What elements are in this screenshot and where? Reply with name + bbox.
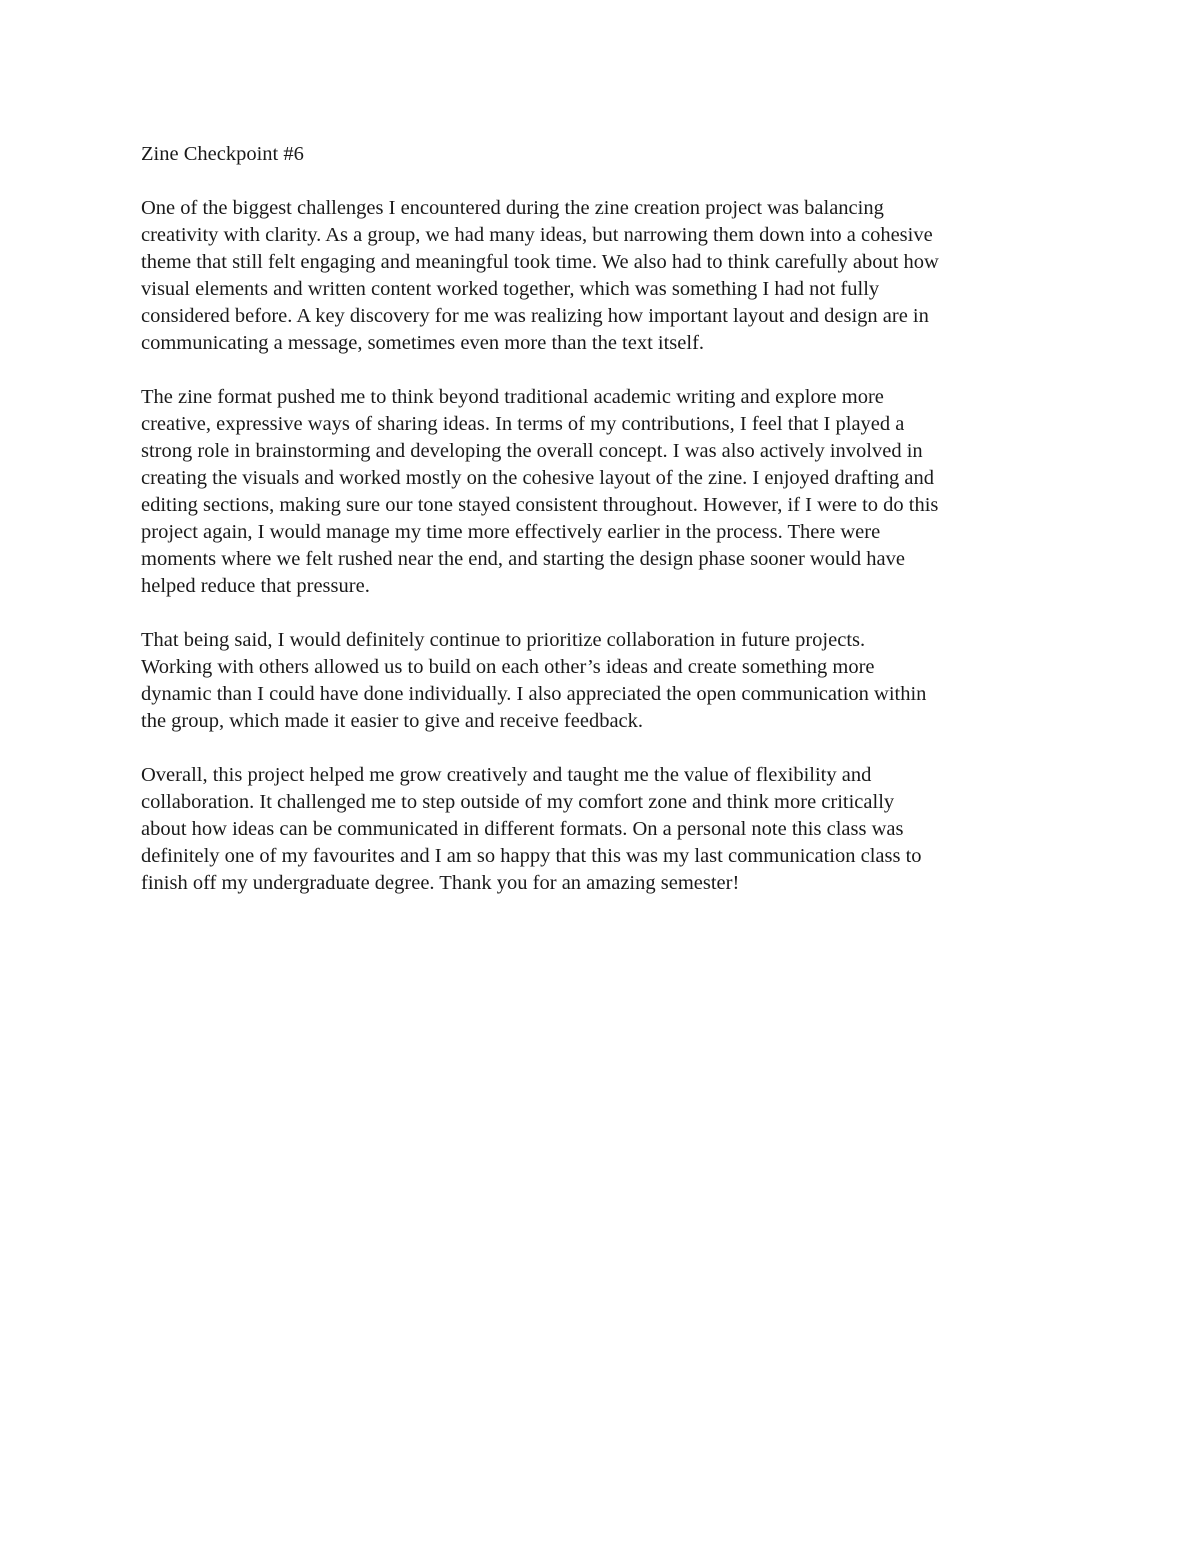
paragraph-line: editing sections, making sure our tone stayed consistent throughout. However, if I were to do this: [141, 494, 939, 516]
paragraph-line: creative, expressive ways of sharing ideas. In terms of my contributions, I feel that I played a: [141, 413, 905, 435]
paragraph-line: dynamic than I could have done individually. I also appreciated the open communication within: [141, 683, 927, 705]
paragraph-4: [141, 762, 1061, 897]
paragraph-line: helped reduce that pressure.: [141, 575, 370, 597]
paragraph-line: strong role in brainstorming and developing the overall concept. I was also actively involved in: [141, 440, 923, 462]
paragraph-line: creativity with clarity. As a group, we had many ideas, but narrowing them down into a cohesive: [141, 224, 933, 246]
paragraph-line: definitely one of my favourites and I am so happy that this was my last communication class to: [141, 845, 922, 867]
paragraph-line: considered before. A key discovery for me was realizing how important layout and design are in: [141, 305, 929, 327]
paragraph-line: project again, I would manage my time more effectively earlier in the process. There were: [141, 521, 881, 543]
paragraph-3: [141, 627, 1061, 735]
paragraph-line: communicating a message, sometimes even more than the text itself.: [141, 332, 705, 354]
paragraph-line: Overall, this project helped me grow creatively and taught me the value of flexibility and: [141, 764, 872, 786]
paragraph-line: visual elements and written content worked together, which was something I had not fully: [141, 278, 880, 300]
paragraph-1: [141, 195, 1061, 357]
paragraph-line: about how ideas can be communicated in different formats. On a personal note this class was: [141, 818, 904, 840]
paragraph-line: Working with others allowed us to build on each other’s ideas and create something more: [141, 656, 875, 678]
paragraph-line: The zine format pushed me to think beyond traditional academic writing and explore more: [141, 386, 884, 408]
paragraph-line: That being said, I would definitely continue to prioritize collaboration in future projects.: [141, 629, 866, 651]
paragraph-line: One of the biggest challenges I encountered during the zine creation project was balancing: [141, 197, 884, 219]
document-body: [141, 141, 1061, 924]
paragraph-2: [141, 384, 1061, 600]
paragraph-line: collaboration. It challenged me to step outside of my comfort zone and think more critically: [141, 791, 895, 813]
paragraph-line: moments where we felt rushed near the end, and starting the design phase sooner would have: [141, 548, 905, 570]
document-title: Zine Checkpoint #6: [141, 143, 304, 165]
paragraph-line: finish off my undergraduate degree. Thank you for an amazing semester!: [141, 872, 740, 894]
paragraph-line: the group, which made it easier to give and receive feedback.: [141, 710, 644, 732]
paragraph-line: creating the visuals and worked mostly on the cohesive layout of the zine. I enjoyed drafting and: [141, 467, 935, 489]
paragraph-line: theme that still felt engaging and meaningful took time. We also had to think carefully about how: [141, 251, 939, 273]
